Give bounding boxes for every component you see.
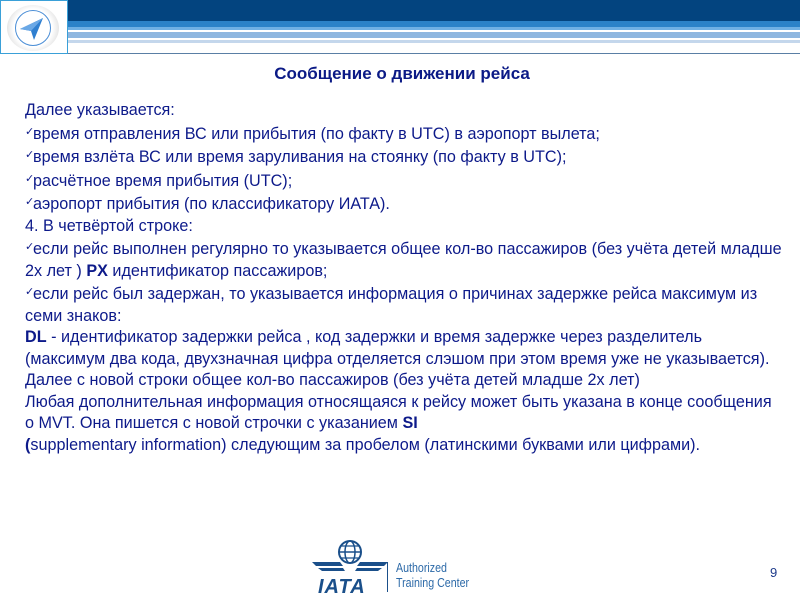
check-icon: ✓	[25, 241, 35, 253]
logo-ring	[15, 10, 51, 46]
iata-atc-logo	[310, 538, 510, 596]
pax-paragraph: Далее с новой строки общее кол-во пассажиров (без учёта детей младше 2х лет)	[25, 371, 640, 389]
page-number: 9	[770, 565, 778, 580]
paper-plane-icon	[16, 11, 49, 44]
dl-paragraph: DL - идентификатор задержки рейса , код задержки и время задержке через разделитель (максимум два кода, двухзначная цифра отделяется слэшом при этом время уже не указывается).	[25, 328, 770, 368]
slide-body	[25, 100, 785, 456]
section-heading: 4. В четвёртой строке:	[25, 216, 193, 235]
intro-text: Далее указывается:	[25, 101, 175, 119]
slide-title: Сообщение о движении рейса	[274, 64, 530, 83]
check-icon: ✓	[25, 172, 35, 185]
px-code: PX	[86, 261, 108, 280]
bullet-item: ✓время отправления ВС или прибытия (по факту в UTC) в аэропорт вылета;	[25, 122, 785, 146]
check-icon: ✓	[25, 196, 35, 208]
header-band-dark	[68, 0, 800, 21]
bullet-item: ✓расчётное время прибытия (UTC);	[25, 169, 785, 193]
header-band	[68, 40, 800, 43]
check-icon: ✓	[25, 125, 35, 138]
header-banner	[68, 0, 800, 55]
si-code: SI	[402, 414, 418, 432]
header-divider	[68, 53, 800, 54]
iata-wordmark: IATA	[318, 576, 366, 598]
bullet-item: ✓если рейс выполнен регулярно то указывается общее кол-во пассажиров (без учёта детей младше 2х лет ) PX идентификатор пассажиров;	[25, 237, 785, 282]
dl-code: DL	[25, 328, 47, 346]
logo-divider	[387, 562, 388, 592]
iata-wings-globe-icon	[310, 538, 390, 578]
check-icon: ✓	[25, 286, 35, 298]
bullet-item: ✓аэропорт прибытия (по классификатору ИАТА).	[25, 192, 785, 216]
check-icon: ✓	[25, 149, 35, 161]
si-paragraph: Любая дополнительная информация относящаяся к рейсу может быть указана в конце сообщения о MVT. Она пишется с новой строчки с указанием SI (supplementary information) следующим за пробелом (латинскими буквами или цифрами).	[25, 392, 772, 454]
bullet-item: ✓время взлёта ВС или время заруливания на стоянку (по факту в UTC);	[25, 145, 785, 169]
bullet-item: ✓если рейс был задержан, то указывается информация о причинах задержке рейса максимум из семи знаков:	[25, 282, 785, 327]
atc-label: Authorized Training Center	[396, 560, 470, 590]
logo	[0, 0, 68, 54]
logo-circle	[7, 5, 59, 51]
